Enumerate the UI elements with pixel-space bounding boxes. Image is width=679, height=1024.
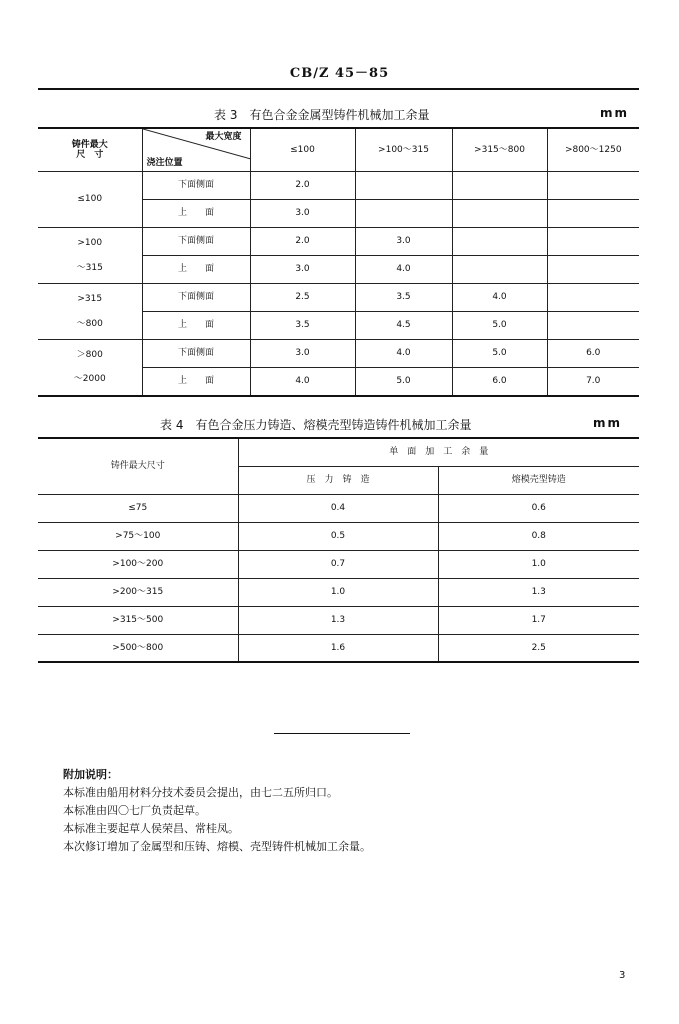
position-cell: 下面侧面 [142, 340, 250, 368]
notes-separator [274, 733, 410, 734]
size-cell [38, 228, 142, 284]
table3 [38, 127, 639, 397]
size-label: ≤100 [77, 194, 103, 205]
header-rule [38, 88, 639, 90]
table-row [38, 522, 639, 550]
value-cell [547, 172, 639, 200]
value-cell: 5.0 [452, 312, 547, 340]
value-cell [547, 228, 639, 256]
position-cell: 上 面 [142, 200, 250, 228]
size-label: >100 [77, 238, 103, 249]
value-cell: 0.8 [438, 522, 639, 550]
table4 [38, 437, 639, 663]
table-row [38, 550, 639, 578]
size-label: ＞800 [76, 349, 103, 360]
value-cell: 2.5 [250, 284, 355, 312]
value-cell: 1.7 [438, 606, 639, 634]
size-cell [38, 340, 142, 396]
size-cell: >100～200 [38, 550, 238, 578]
position-cell: 下面侧面 [142, 228, 250, 256]
value-cell: 0.5 [238, 522, 438, 550]
table3-unit: mm [600, 106, 630, 120]
table3-col-header: >100～315 [355, 128, 452, 172]
value-cell: 4.0 [452, 284, 547, 312]
table3-col-header: >800～1250 [547, 128, 639, 172]
table4-header-row [38, 438, 639, 466]
table-row [38, 284, 639, 312]
value-cell: 1.0 [438, 550, 639, 578]
table3-corner-left [38, 128, 142, 172]
value-cell [547, 200, 639, 228]
table4-unit: mm [593, 416, 623, 430]
value-cell: 2.5 [438, 634, 639, 662]
table3-caption: 表 3 有色合金金属型铸件机械加工余量 [214, 108, 430, 122]
size-cell: ≤75 [38, 494, 238, 522]
value-cell [355, 172, 452, 200]
size-cell [38, 172, 142, 228]
value-cell: 6.0 [452, 368, 547, 396]
value-cell: 5.0 [452, 340, 547, 368]
size-cell: >315～500 [38, 606, 238, 634]
table-row [38, 634, 639, 662]
value-cell [452, 172, 547, 200]
position-cell: 上 面 [142, 368, 250, 396]
notes-line: 本标准由船用材料分技术委员会提出，由七二五所归口。 [63, 786, 338, 799]
table3-corner-left-1: 铸件最大 [71, 139, 108, 150]
value-cell [355, 200, 452, 228]
value-cell: 3.0 [355, 228, 452, 256]
value-cell [452, 228, 547, 256]
value-cell [452, 256, 547, 284]
size-label: ～2000 [73, 374, 106, 385]
value-cell: 4.0 [250, 368, 355, 396]
table-row [38, 578, 639, 606]
value-cell: 3.0 [250, 340, 355, 368]
table4-group-header: 单 面 加 工 余 量 [238, 438, 639, 466]
value-cell [547, 284, 639, 312]
value-cell: 1.0 [238, 578, 438, 606]
table-row [38, 494, 639, 522]
table3-corner-left-2: 尺 寸 [76, 150, 104, 160]
table-row [38, 228, 639, 256]
value-cell: 7.0 [547, 368, 639, 396]
value-cell: 2.0 [250, 228, 355, 256]
notes-line: 本次修订增加了金属型和压铸、熔模、壳型铸件机械加工余量。 [63, 840, 371, 853]
value-cell: 4.0 [355, 256, 452, 284]
position-cell: 下面侧面 [142, 172, 250, 200]
value-cell: 3.5 [355, 284, 452, 312]
size-cell: >500～800 [38, 634, 238, 662]
additional-notes [63, 766, 371, 856]
size-label: ～800 [76, 318, 103, 329]
notes-line: 本标准由四〇七厂负责起草。 [63, 804, 206, 817]
value-cell: 3.5 [250, 312, 355, 340]
value-cell [452, 200, 547, 228]
table4-col-header: 熔模壳型铸造 [438, 466, 639, 494]
size-label: ～315 [76, 262, 103, 273]
table3-header-row [38, 128, 639, 172]
value-cell: 0.7 [238, 550, 438, 578]
value-cell: 4.0 [355, 340, 452, 368]
document-code: CB/Z 45－85 [289, 66, 390, 81]
value-cell: 0.6 [438, 494, 639, 522]
page-number: 3 [619, 970, 626, 981]
value-cell: 5.0 [355, 368, 452, 396]
table-row [38, 172, 639, 200]
table4-caption: 表 4 有色合金压力铸造、熔模壳型铸造铸件机械加工余量 [160, 418, 472, 432]
table3-corner-bottom: 浇注位置 [146, 157, 183, 168]
value-cell: 2.0 [250, 172, 355, 200]
table-row [38, 606, 639, 634]
position-cell: 下面侧面 [142, 284, 250, 312]
value-cell: 1.3 [438, 578, 639, 606]
table4-row-header: 铸件最大尺寸 [38, 438, 238, 494]
table-row [38, 340, 639, 368]
value-cell: 0.4 [238, 494, 438, 522]
value-cell [547, 312, 639, 340]
position-cell: 上 面 [142, 256, 250, 284]
value-cell: 1.6 [238, 634, 438, 662]
size-cell [38, 284, 142, 340]
table3-col-header: ≤100 [250, 128, 355, 172]
table4-col-header: 压 力 铸 造 [238, 466, 438, 494]
value-cell: 4.5 [355, 312, 452, 340]
position-cell: 上 面 [142, 312, 250, 340]
value-cell: 3.0 [250, 200, 355, 228]
notes-line: 本标准主要起草人侯荣昌、常桂凤。 [63, 822, 239, 835]
value-cell: 1.3 [238, 606, 438, 634]
table3-corner-top: 最大宽度 [205, 132, 242, 142]
value-cell: 3.0 [250, 256, 355, 284]
size-label: >315 [77, 294, 103, 305]
size-cell: >200～315 [38, 578, 238, 606]
notes-title: 附加说明： [63, 768, 118, 781]
table3-col-header: >315～800 [452, 128, 547, 172]
size-cell: >75～100 [38, 522, 238, 550]
value-cell [547, 256, 639, 284]
value-cell: 6.0 [547, 340, 639, 368]
table3-corner-diagonal [142, 128, 250, 172]
